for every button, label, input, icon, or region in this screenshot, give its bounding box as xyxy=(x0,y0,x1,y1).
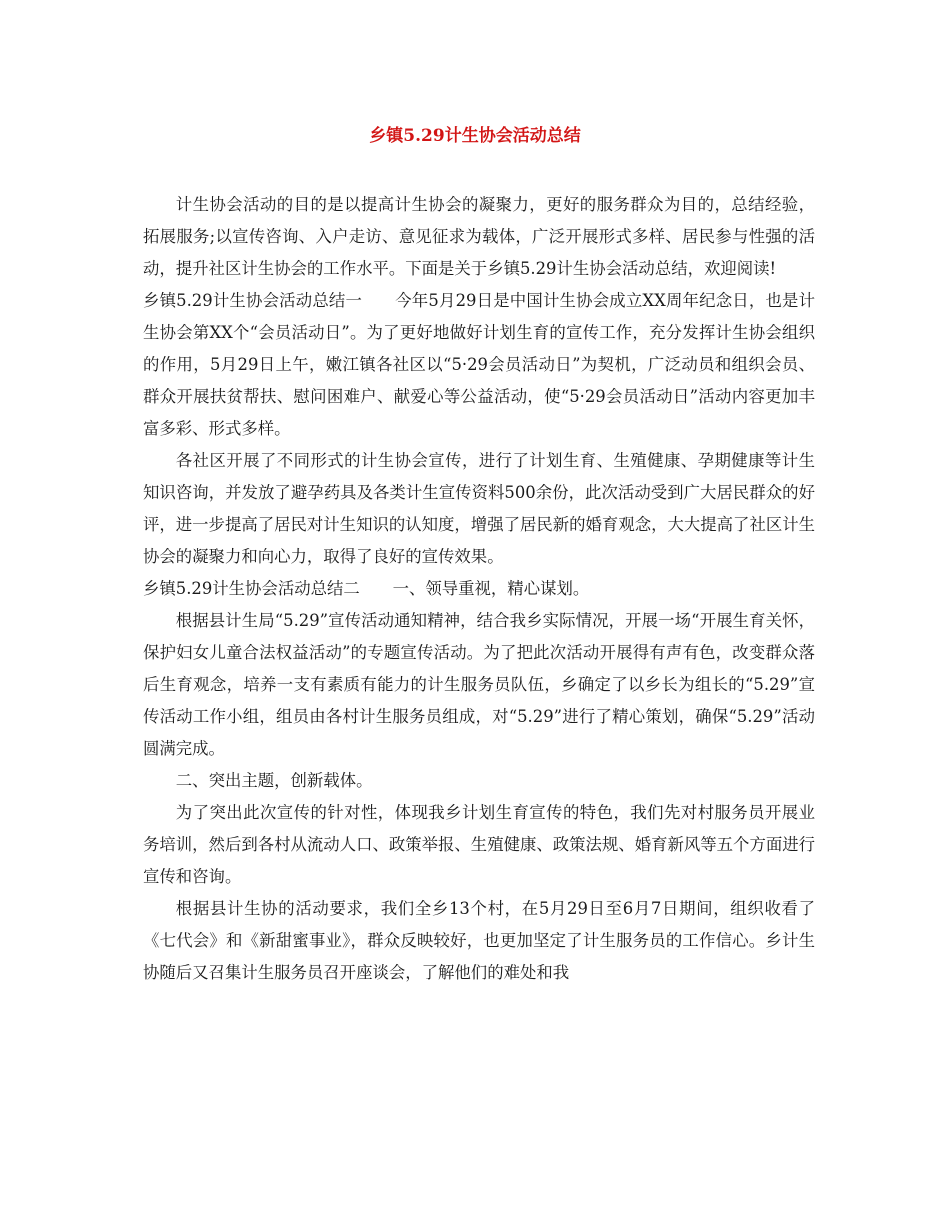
paragraph-planning: 根据县计生局“5.29”宣传活动通知精神，结合我乡实际情况，开展一场“开展生育关怀，保护妇女儿童合法权益活动”的专题宣传活动。为了把此次活动开展得有声有色，改变群众落后生育观念，培养一支有素质有能力的计生服务员队伍，乡确定了以乡长为组长的“5.29”宣传活动工作小组，组员由各村计生服务员组成，对“5.29”进行了精心策划，确保“5.29”活动圆满完成。 xyxy=(143,611,815,758)
paragraph-activity-requirements: 根据县计生协的活动要求，我们全乡13个村，在5月29日至6月7日期间，组织收看了《七代会》和《新甜蜜事业》，群众反映较好，也更加坚定了计生服务员的工作信心。乡计生协随后又召集计生服务员召开座谈会，了解他们的难处和我 xyxy=(143,899,815,982)
paragraph-training: 为了突出此次宣传的针对性，体现我乡计划生育宣传的特色，我们先对村服务员开展业务培训，然后到各村从流动人口、政策举报、生殖健康、政策法规、婚育新风等五个方面进行宣传和咨询。 xyxy=(143,803,816,886)
paragraph-intro: 计生协会活动的目的是以提高计生协会的凝聚力，更好的服务群众为目的，总结经验，拓展服务;以宣传咨询、入户走访、意见征求为载体，广泛开展形式多样、居民参与性强的活动，提升社区计生协会的工作水平。下面是关于乡镇5.29计生协会活动总结，欢迎阅读! xyxy=(143,195,815,278)
paragraph-section-two-heading: 二、突出主题，创新载体。 xyxy=(175,771,373,790)
paragraph-community-publicity: 各社区开展了不同形式的计生协会宣传，进行了计划生育、生殖健康、孕期健康等计生知识咨询，并发放了避孕药具及各类计生宣传资料500余份，此次活动受到广大居民群众的好评，进一步提高了居民对计生知识的认知度，增强了居民新的婚育观念，大大提高了社区计生协会的凝聚力和向心力，取得了良好的宣传效果。 xyxy=(143,451,816,566)
document-body xyxy=(143,189,815,989)
paragraph-summary-two-heading: 乡镇5.29计生协会活动总结二 一、领导重视，精心谋划。 xyxy=(143,579,590,598)
paragraph-summary-one: 乡镇5.29计生协会活动总结一 今年5月29日是中国计生协会成立XX周年纪念日，也是计生协会第XX个“会员活动日”。为了更好地做好计划生育的宣传工作，充分发挥计生协会组织的作用，5月29日上午，嫩江镇各社区以“5·29会员活动日”为契机，广泛动员和组织会员、群众开展扶贫帮扶、慰问困难户、献爱心等公益活动，使“5·29会员活动日”活动内容更加丰富多彩、形式多样。 xyxy=(143,291,815,438)
document-title: 乡镇5.29计生协会活动总结 xyxy=(369,126,581,146)
